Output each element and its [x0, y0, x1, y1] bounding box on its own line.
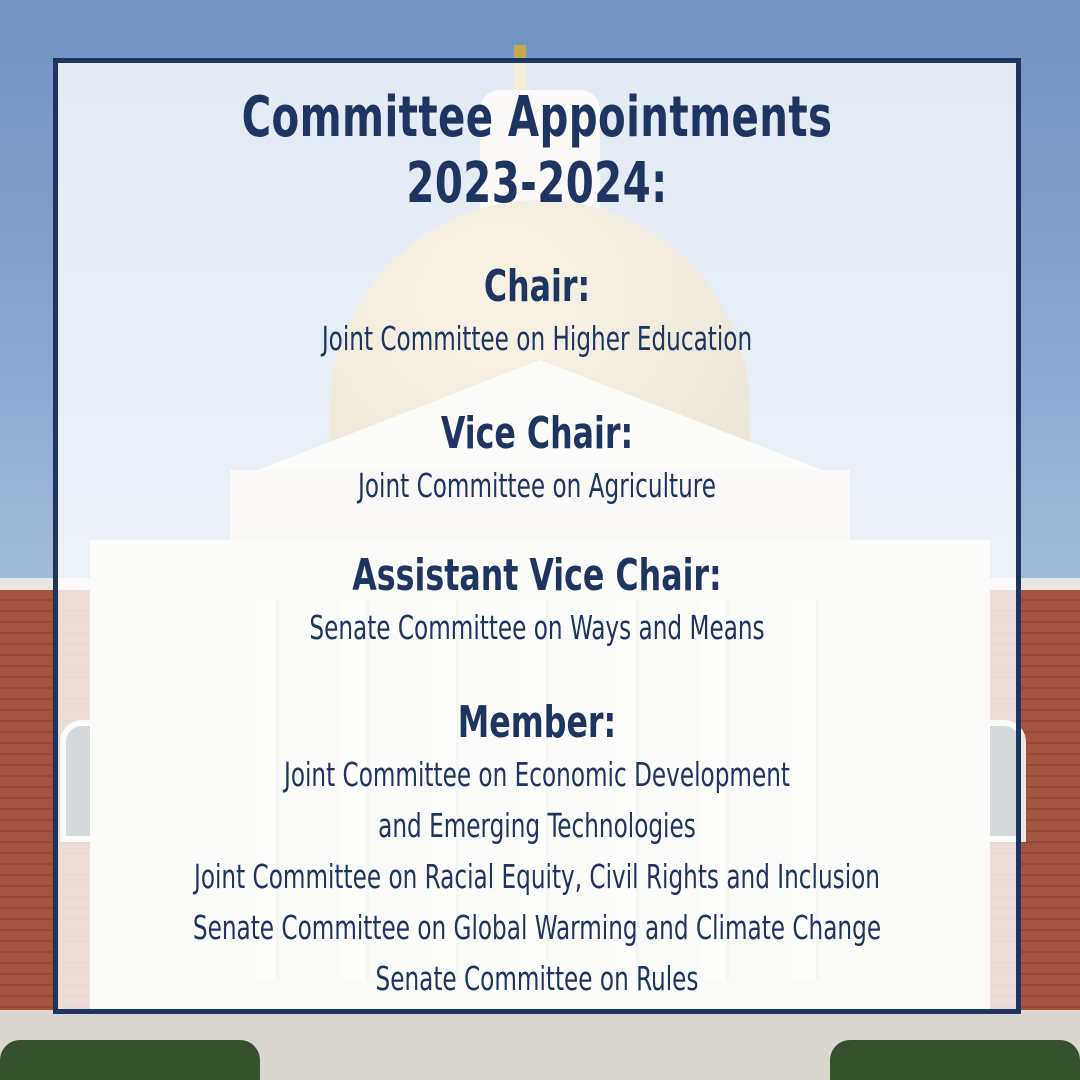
role-heading-chair: Chair:	[483, 261, 591, 312]
committee-item: Senate Committee on Ways and Means	[309, 608, 765, 647]
committee-item: Senate Committee on Global Warming and Climate Change	[192, 908, 882, 947]
committee-item: Senate Committee on Rules	[375, 959, 699, 998]
committee-item: Joint Committee on Agriculture	[358, 466, 716, 505]
title-line-1: Committee Appointments	[241, 85, 833, 150]
section-member	[58, 697, 1016, 1004]
committee-item: Joint Committee on Economic Development	[283, 755, 791, 794]
section-chair	[58, 261, 1016, 364]
committee-item: and Emerging Technologies	[378, 806, 696, 845]
role-heading-vice-chair: Vice Chair:	[440, 408, 634, 459]
title-line-2: 2023-2024:	[406, 151, 668, 216]
committee-card	[53, 58, 1021, 1014]
committee-item: Joint Committee on Racial Equity, Civil Rights and Inclusion	[194, 857, 880, 896]
committee-item: Joint Committee on Higher Education	[321, 319, 753, 358]
role-heading-member: Member:	[457, 697, 617, 748]
section-vice-chair	[58, 408, 1016, 511]
section-assistant-vice-chair	[58, 550, 1016, 653]
page-title	[154, 85, 920, 217]
role-heading-assistant-vice-chair: Assistant Vice Chair:	[352, 550, 722, 601]
